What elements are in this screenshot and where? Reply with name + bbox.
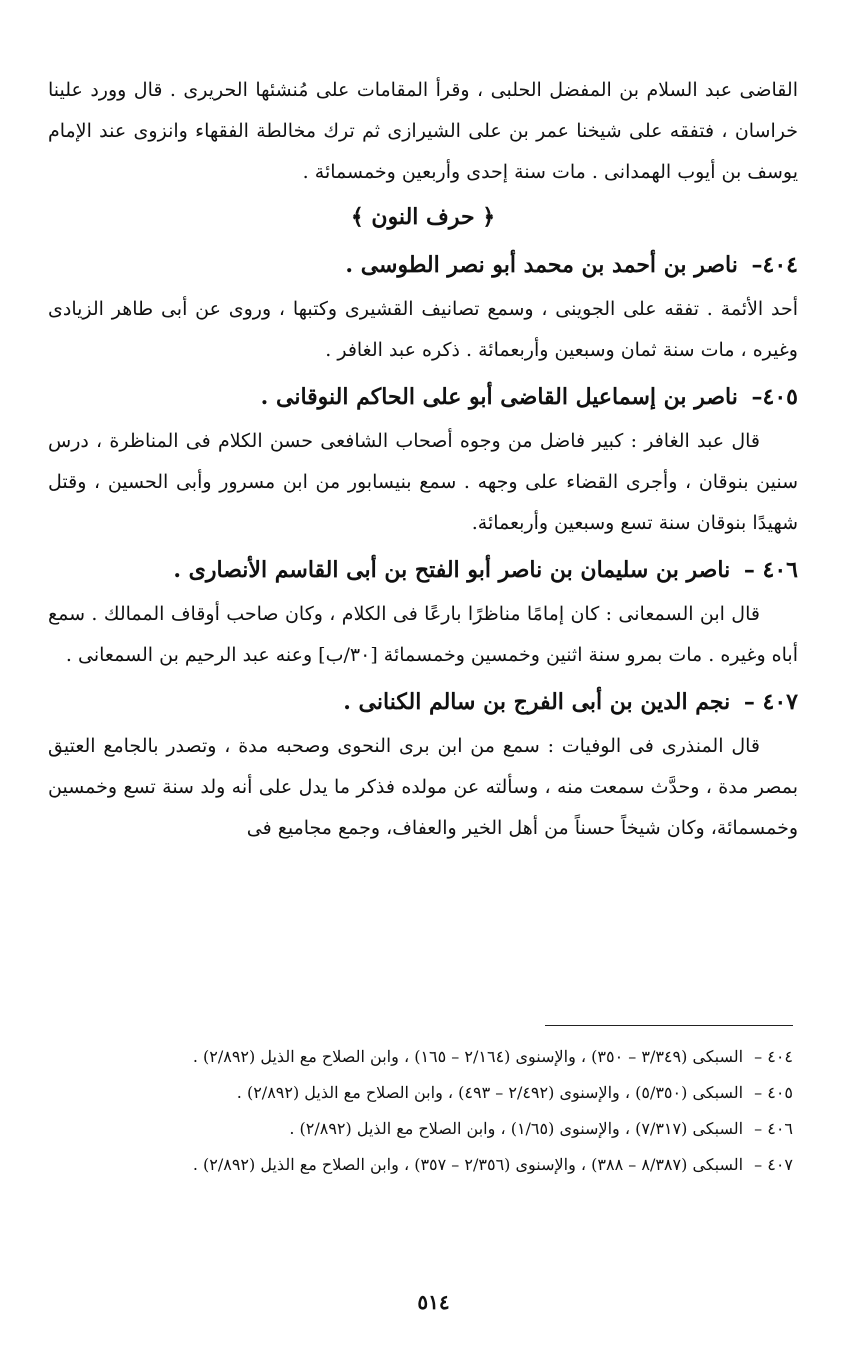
footnote [48, 1040, 793, 1074]
footnote-text: السبكى (٨/٣٨٧ – ٣٨٨) ، والإسنوى (٢/٣٥٦ – ٣٥٧) ، وابن الصلاح مع الذيل (٢/٨٩٢) . [192, 1155, 744, 1174]
footnote-separator [545, 1025, 793, 1026]
opening-paragraph: القاضى عبد السلام بن المفضل الحلبى ، وقرأ المقامات على مُنشئها الحريرى . قال وورد علينا خراسان ، فتفقه على شيخنا عمر بن على الشيرازى ثم ترك مخالطة الفقهاء وانزوى عند الإمام يوسف بن أيوب الهمدانى . مات سنة إحدى وأربعين وخمسمائة . [48, 79, 798, 183]
entry-text: قال المنذرى فى الوفيات : سمع من ابن برى النحوى وصحبه مدة ، وتصدر بالجامع العتيق بمصر مدة ، وحدَّث سمعت منه ، وسألته عن مولده فذكر ما يدل على أنه ولد سنة تسع وخمسين وخمسمائة، وكان شيخاً حسناً من أهل الخير والعفاف، وجمع مجاميع فى [48, 735, 798, 839]
footnotes [48, 1040, 793, 1184]
entry-number: ٤٠٧ – [743, 689, 798, 715]
entry-heading [48, 375, 798, 419]
entry-heading [48, 548, 798, 592]
footnote-number: ٤٠٥ – [754, 1083, 793, 1102]
footnote [48, 1148, 793, 1182]
entry-number: ٤٠٥– [751, 384, 798, 410]
entry-name: ناصر بن سليمان بن ناصر أبو الفتح بن أبى القاسم الأنصارى . [173, 557, 731, 583]
footnote-number: ٤٠٧ – [754, 1155, 793, 1174]
footnote-text: السبكى (٧/٣١٧) ، والإسنوى (١/٦٥) ، وابن الصلاح مع الذيل (٢/٨٩٢) . [289, 1119, 744, 1138]
entry-text: قال عبد الغافر : كبير فاضل من وجوه أصحاب الشافعى حسن الكلام فى المناظرة ، درس سنين بنوقان ، وأجرى القضاء على وجهه . سمع بنيسابور من ابن مسرور وأبى الحسين ، وقتل شهيدًا بنوقان سنة تسع وسبعين وأربعمائة. [48, 430, 798, 534]
section-title: ﴿ حرف النون ﴾ [350, 204, 496, 230]
footnote-text: السبكى (٥/٣٥٠) ، والإسنوى (٢/٤٩٢ – ٤٩٣) ، وابن الصلاح مع الذيل (٢/٨٩٢) . [236, 1083, 744, 1102]
entry-text: قال ابن السمعانى : كان إمامًا مناظرًا بارعًا فى الكلام ، وكان صاحب أوقاف الممالك . سمع أباه وغيره . مات بمرو سنة اثنين وخمسين وخمسمائة [٣٠/ب] وعنه عبد الرحيم بن السمعانى . [48, 603, 798, 666]
page-number: ٥١٤ [417, 1290, 450, 1314]
entry-number: ٤٠٤– [751, 252, 798, 278]
entry-heading [48, 243, 798, 287]
entry-text: أحد الأئمة . تفقه على الجوينى ، وسمع تصانيف القشيرى وكتبها ، وروى عن أبى طاهر الزيادى وغيره ، مات سنة ثمان وسبعين وأربعمائة . ذكره عبد الغافر . [48, 298, 798, 361]
footnote-text: السبكى (٣/٣٤٩ – ٣٥٠) ، والإسنوى (٢/١٦٤ – ١٦٥) ، وابن الصلاح مع الذيل (٢/٨٩٢) . [192, 1047, 744, 1066]
entry-heading [48, 680, 798, 724]
entry-name: ناصر بن إسماعيل القاضى أبو على الحاكم النوقانى . [260, 384, 738, 410]
entry-name: ناصر بن أحمد بن محمد أبو نصر الطوسى . [345, 252, 738, 278]
footnote-number: ٤٠٤ – [754, 1047, 793, 1066]
footnote [48, 1112, 793, 1146]
entry-name: نجم الدين بن أبى الفرج بن سالم الكنانى . [343, 689, 731, 715]
footnote [48, 1076, 793, 1110]
footnote-number: ٤٠٦ – [754, 1119, 793, 1138]
main-text [48, 70, 798, 849]
entry-number: ٤٠٦ – [743, 557, 798, 583]
